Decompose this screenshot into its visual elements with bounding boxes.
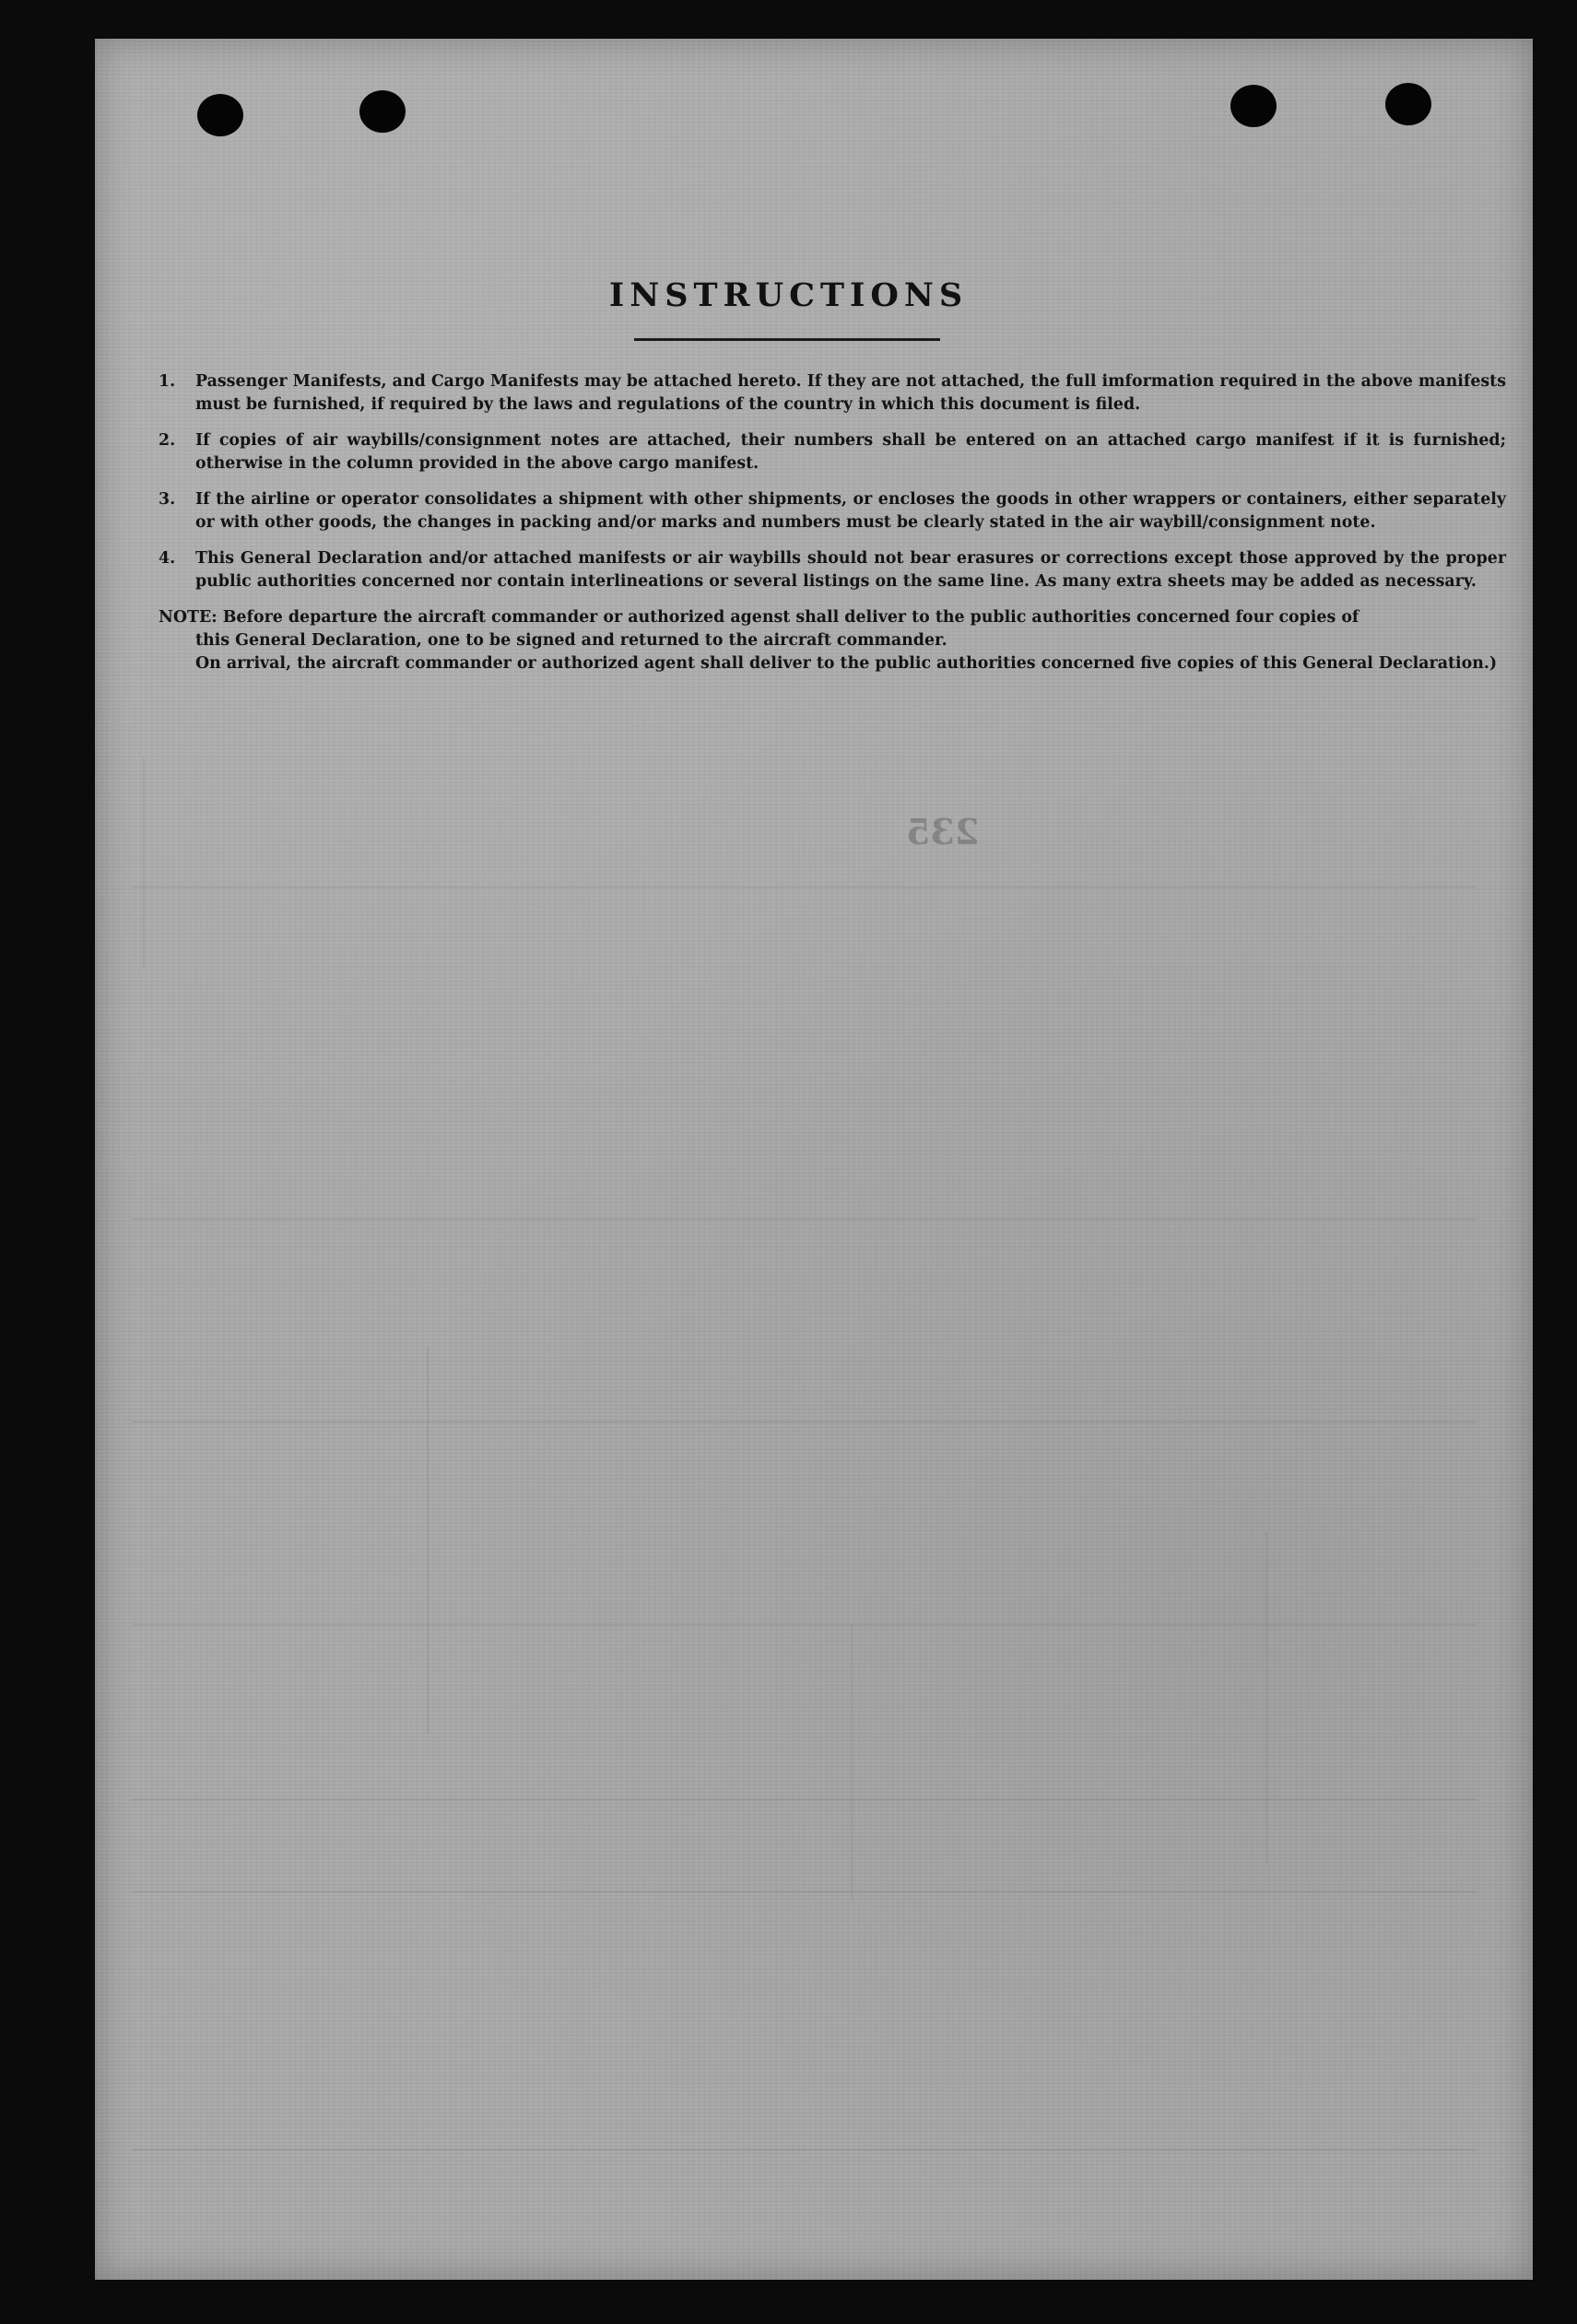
note-block [159,606,1506,675]
bleed-through-line [132,1218,1477,1220]
instruction-item [159,547,1506,593]
title-underline [634,338,940,341]
instruction-text: Passenger Manifests, and Cargo Manifests may be attached hereto. If they are not attached, the full imformation required in the above manifests must be furnished, if required by the laws and regulations of the country in which this document is filed. [195,372,1506,414]
instruction-item [159,429,1506,475]
punch-hole-2 [359,90,406,133]
note-departure-continued: this General Declaration, one to be signed and returned to the aircraft commander. [195,631,947,650]
bleed-through-line [132,1421,1477,1423]
punch-hole-3 [1230,85,1277,127]
bleed-through-line [132,1799,1477,1801]
instruction-item [159,370,1506,417]
punch-hole-1 [197,94,243,136]
bleed-through-line [132,1624,1477,1626]
instruction-number: 4. [159,549,176,568]
bleed-through-line [132,886,1477,888]
bleed-through-line [1265,1532,1267,1863]
bleed-through-line [132,2149,1477,2151]
instruction-text: This General Declaration and/or attached manifests or air waybills should not bear erasures or corrections except those approved by the proper public authorities concerned nor contain interlineations or several listings on the same line. As many extra sheets may be added as necessary. [195,549,1506,591]
note-label: NOTE: [159,608,218,627]
note-arrival-text: On arrival, the aircraft commander or authorized agent shall deliver to the public authorities concerned five copies of this General Declaration.) [195,654,1498,673]
instruction-text: If the airline or operator consolidates a shipment with other shipments, or encloses the goods in other wrappers or containers, either separately or with other goods, the changes in packing and/or marks and numbers must be clearly stated in the air waybill/consignment note. [195,490,1506,532]
instruction-number: 2. [159,431,176,450]
instruction-number: 1. [159,372,176,391]
note-departure-text: Before departure the aircraft commander or authorized agenst shall deliver to the public authorities concerned four copies of [222,608,1359,627]
instructions-list [159,370,1506,675]
instruction-item [159,488,1506,534]
bleed-through-page-number: 235 [906,811,980,852]
bleed-through-line [427,1347,429,1734]
instruction-number: 3. [159,490,176,509]
bleed-through-line [143,757,145,969]
bleed-through-line [851,1624,853,1900]
punch-hole-4 [1385,83,1431,125]
instructions-title: INSTRUCTIONS [608,276,969,314]
note-departure-line [159,606,1506,629]
bleed-through-line [132,1891,1477,1893]
instruction-text: If copies of air waybills/consignment notes are attached, their numbers shall be entered on an attached cargo manifest if it is furnished; otherwise in the column provided in the above cargo manifest. [195,431,1506,473]
